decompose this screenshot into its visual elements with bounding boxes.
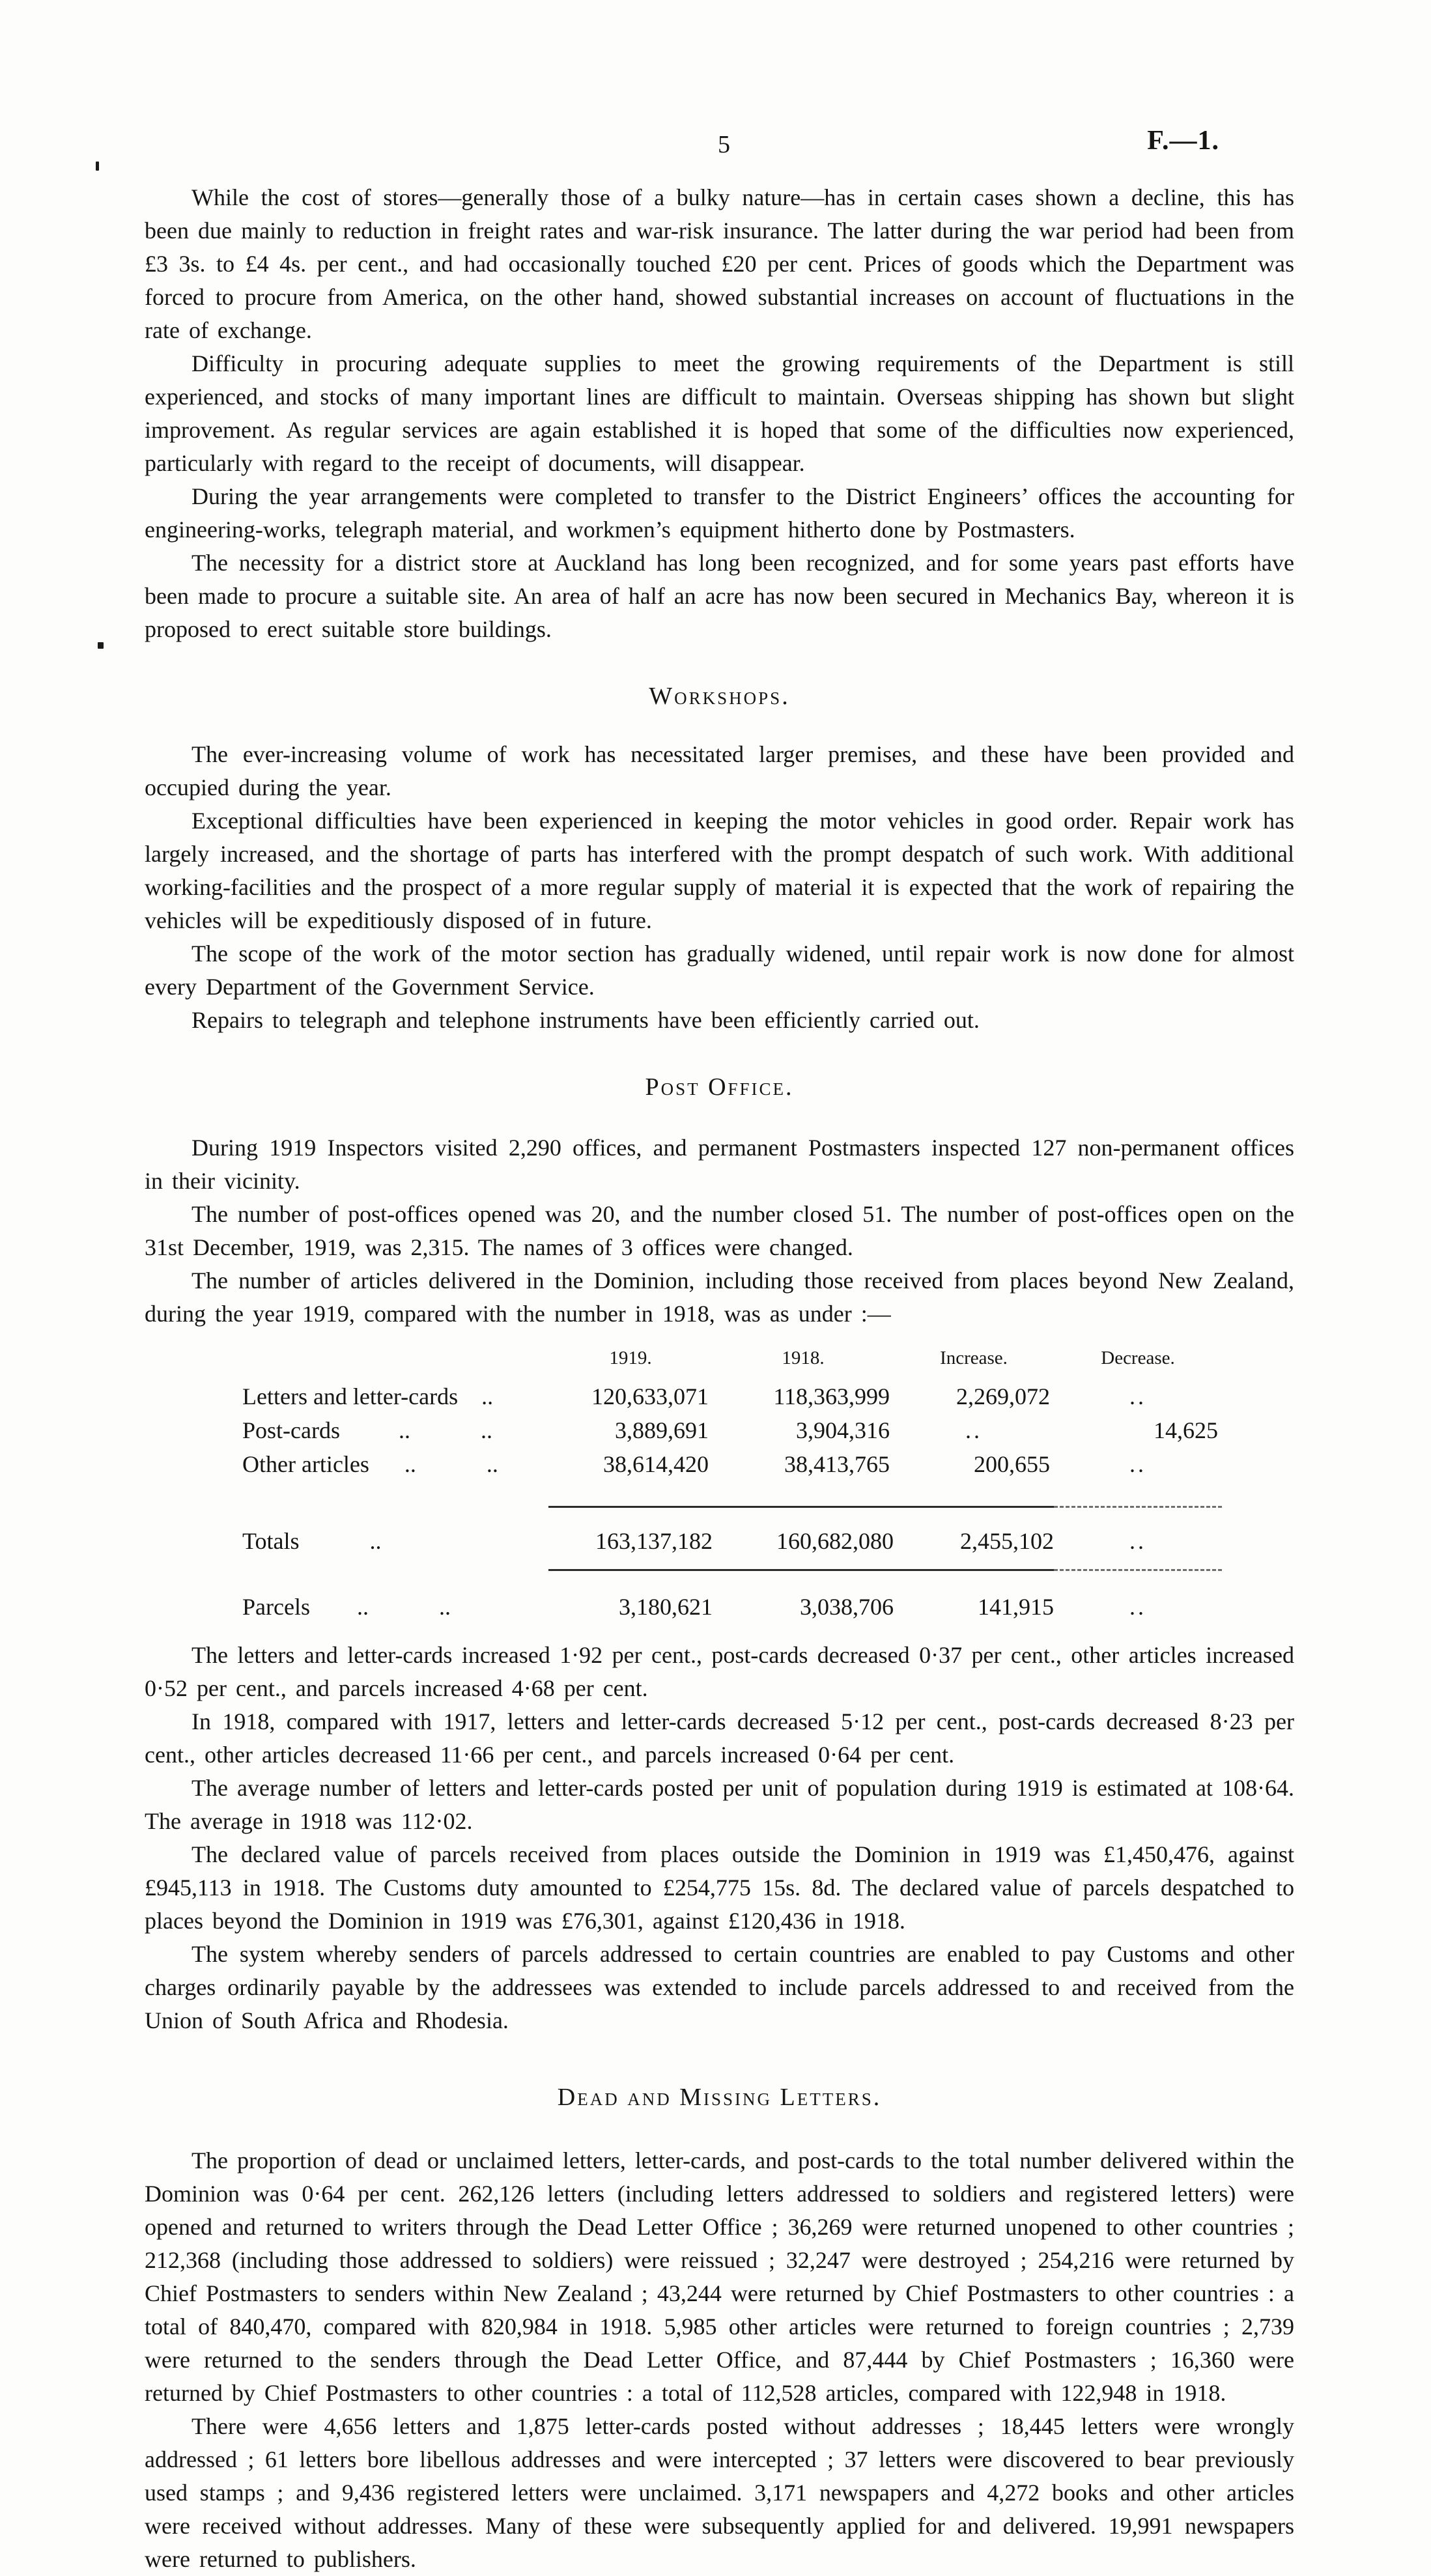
section-heading-post-office: Post Office. [645,1073,794,1101]
articles-delivered-table [242,1348,1222,1626]
cell-decrease: 14,625 [1154,1417,1218,1443]
column-header-decrease: Decrease. [1101,1348,1175,1368]
cell-decrease: .. [1129,1383,1146,1409]
section-heading-dead-missing-letters: Dead and Missing Letters. [557,2084,882,2111]
post-office-section [145,1131,1294,2037]
cell-increase: .. [965,1417,982,1443]
paragraph: There were 4,656 letters and 1,875 letter-cards posted without addresses ; 18,445 letters were wrongly addressed ; 61 letters bore libellous addresses and were intercepted ; 37 letters were discovered to bear previously used stamps ; and 9,436 registered letters were unclaimed. 3,171 newspapers and 4,272 books and other articles were received without addresses. Many of these were subsequently applied for and delivered. 19,991 newspapers were returned to publishers. [145,2413,1294,2572]
paragraph: The letters and letter-cards increased 1·92 per cent., post-cards decreased 0·37 per cent., other articles increased 0·52 per cent., and parcels increased 4·68 per cent. [145,1642,1294,1701]
cell-decrease: .. [1129,1528,1146,1554]
paragraph: The number of post-offices opened was 20, and the number closed 51. The number of post-offices open on the 31st December, 1919, was 2,315. The names of 3 offices were changed. [145,1201,1294,1260]
cell-1918: 3,038,706 [800,1594,894,1620]
row-label: Letters and letter-cards .. [242,1383,494,1409]
paragraph: During 1919 Inspectors visited 2,290 offices, and permanent Postmasters inspected 127 non-permanent offices in their vicinity. [145,1135,1294,1194]
page-header [145,125,1294,163]
page-number: 5 [718,131,730,158]
column-header-increase: Increase. [940,1348,1008,1368]
row-label: Totals .. [242,1528,382,1554]
table-row [242,1380,1222,1413]
paragraph: In 1918, compared with 1917, letters and letter-cards decreased 5·12 per cent., post-cards decreased 8·23 per cent., other articles decreased 11·66 per cent., and parcels increased 0·64 per cent. [145,1708,1294,1768]
cell-increase: 200,655 [974,1451,1050,1477]
workshops-section [145,738,1294,1037]
cell-decrease: .. [1129,1451,1146,1477]
table-row [242,1413,1222,1447]
paragraph: The number of articles delivered in the Dominion, including those received from places beyond New Zealand, during the year 1919, compared with the number in 1918, was as under :— [145,1267,1294,1327]
paragraph: Difficulty in procuring adequate supplies to meet the growing requirements of the Department is still experienced, and stocks of many important lines are difficult to maintain. Overseas shipping has shown but slight improvement. As regular services are again established it is hoped that some of the difficulties now experienced, particularly with regard to the receipt of documents, will disappear. [145,350,1294,476]
table-spacer [242,1481,1222,1507]
cell-1919: 120,633,071 [591,1383,709,1409]
cell-increase: 2,269,072 [956,1383,1050,1409]
paragraph: The necessity for a district store at Auckland has long been recognized, and for some years past efforts have been made to procure a suitable site. An area of half an acre has now been secured in Mechanics Bay, whereon it is proposed to erect suitable store buildings. [145,550,1295,642]
cell-1918: 38,413,765 [784,1451,890,1477]
row-label: Other articles .. .. [242,1451,498,1477]
totals-row [242,1510,1222,1570]
table-header-row [242,1348,1222,1380]
cell-1918: 3,904,316 [796,1417,890,1443]
cell-1919: 163,137,182 [595,1528,713,1554]
paragraph: Repairs to telegraph and telephone instruments have been efficiently carried out. [191,1007,980,1033]
column-header-1919: 1919. [609,1348,652,1368]
dead-missing-letters-section [145,2144,1294,2576]
row-label: Post-cards .. .. [242,1417,492,1443]
parcels-row [242,1584,1222,1626]
intro-section [145,181,1294,646]
paragraph: The ever-increasing volume of work has necessitated larger premises, and these have been provided and occupied during the year. [145,741,1294,800]
paragraph: The proportion of dead or unclaimed letters, letter-cards, and post-cards to the total number delivered within the Dominion was 0·64 per cent. 262,126 letters (including letters addressed to soldiers and registered letters) were opened and returned to writers through the Dead Letter Office ; 36,269 were returned unopened to other countries ; 212,368 (including those addressed to soldiers) were reissued ; 32,247 were destroyed ; 254,216 were returned by Chief Postmasters to senders within New Zealand ; 43,244 were returned by Chief Postmasters to other countries : a total of 840,470, compared with 820,984 in 1918. 5,985 other articles were returned to foreign countries ; 2,739 were returned to the senders through the Dead Letter Office, and 87,444 by Chief Postmasters ; 16,360 were returned by Chief Postmasters to other countries : a total of 112,528 articles, compared with 122,948 in 1918. [145,2147,1294,2406]
cell-1919: 3,180,621 [619,1594,713,1620]
cell-decrease: .. [1129,1594,1146,1620]
cell-increase: 2,455,102 [960,1528,1054,1554]
paragraph: The average number of letters and letter-cards posted per unit of population during 1919 is estimated at 108·64. The average in 1918 was 112·02. [145,1775,1294,1834]
doc-ref: F.—1. [1147,126,1219,156]
cell-1919: 3,889,691 [615,1417,709,1443]
paragraph: The scope of the work of the motor section has gradually widened, until repair work is now done for almost every Department of the Government Service. [145,941,1294,1000]
cell-1918: 118,363,999 [773,1383,890,1409]
row-label: Parcels .. .. [242,1594,451,1620]
paragraph: While the cost of stores—generally those of a bulky nature—has in certain cases shown a decline, this has been due mainly to reduction in freight rates and war-risk insurance. The latter during the war period had been from £3 3s. to £4 4s. per cent., and had occasionally touched £20 per cent. Prices of goods which the Department was forced to procure from America, on the other hand, showed substantial increases on account of fluctuations in the rate of exchange. [145,184,1294,343]
column-header-empty [242,1348,548,1380]
paragraph: The declared value of parcels received from places outside the Dominion in 1919 was £1,450,476, against £945,113 in 1918. The Customs duty amounted to £254,775 15s. 8d. The declared value of parcels despatched to places beyond the Dominion in 1919 was £76,301, against £120,436 in 1918. [145,1841,1294,1934]
paragraph: Exceptional difficulties have been experienced in keeping the motor vehicles in good order. Repair work has largely increased, and the shortage of parts has interfered with the prompt despatch of such work. With additional working-facilities and the prospect of a more regular supply of material it is expected that the work of repairing the vehicles will be expeditiously disposed of in future. [145,808,1294,933]
cell-1919: 38,614,420 [603,1451,709,1477]
section-heading-workshops: Workshops. [649,683,790,710]
table-spacer [242,1574,1222,1584]
cell-1918: 160,682,080 [776,1528,894,1554]
paragraph: The system whereby senders of parcels addressed to certain countries are enabled to pay Customs and other charges ordinarily payable by the addressees was extended to include parcels addressed to and received from the Union of South Africa and Rhodesia. [145,1941,1294,2033]
paragraph: During the year arrangements were completed to transfer to the District Engineers’ offices the accounting for engineering-works, telegraph material, and workmen’s equipment hitherto done by Postmasters. [145,483,1294,543]
column-header-1918: 1918. [782,1348,825,1368]
table-row [242,1447,1222,1481]
cell-increase: 141,915 [978,1594,1054,1620]
